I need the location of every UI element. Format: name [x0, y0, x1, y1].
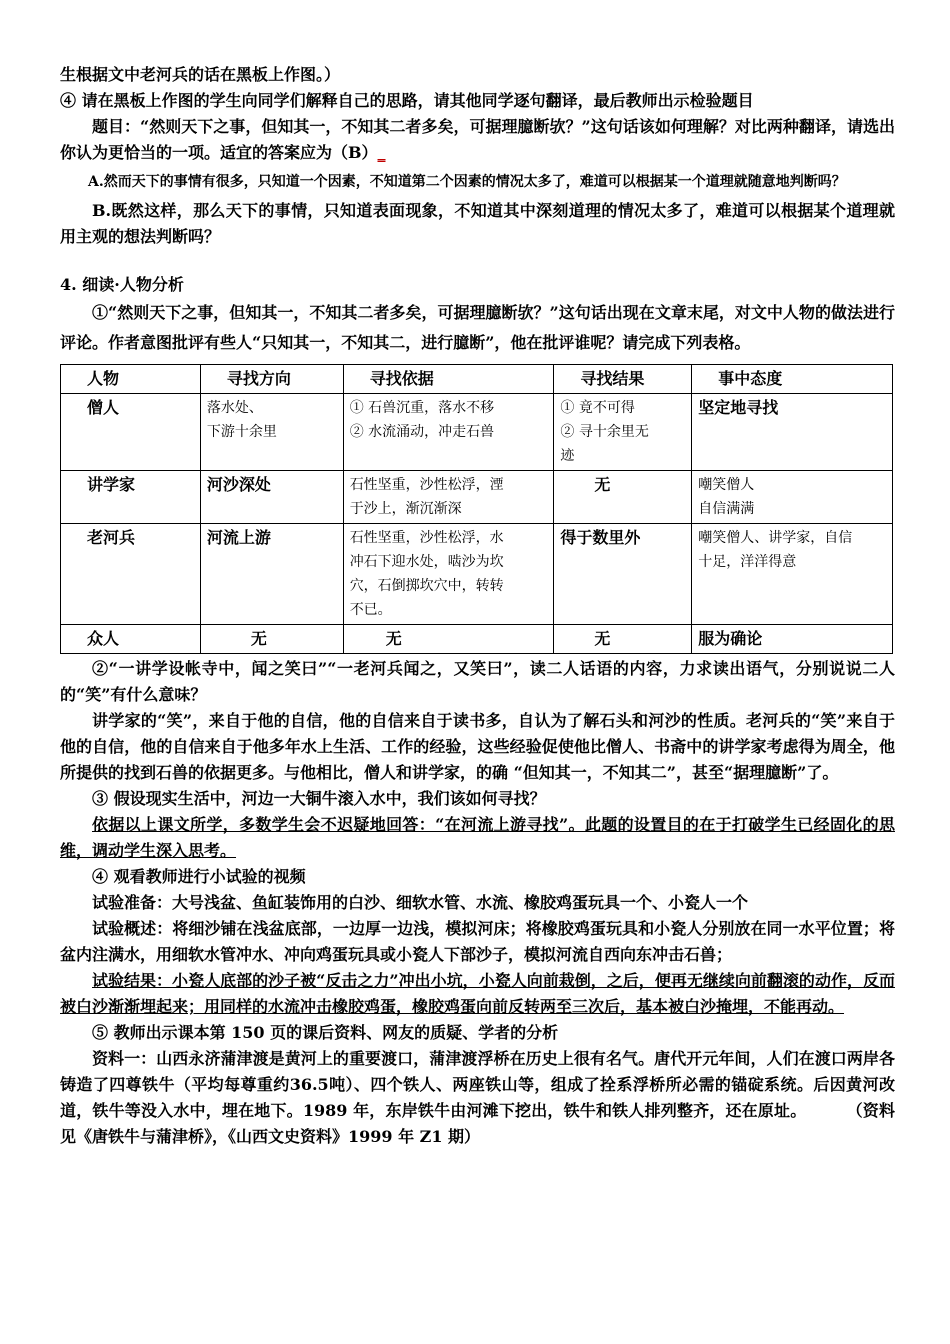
- table-header: 寻找依据: [343, 365, 554, 394]
- table-cell-basis: [343, 471, 554, 524]
- question-text: 题目：“然则天下之事，但知其一，不知其二者多矣，可据理臆断欤？”这句话该如何理解？对比两种翻译，请选出你认为更恰当的一项。适宜的答案应为（B）: [60, 117, 895, 162]
- cell-line: 石性坚重，沙性松浮，湮: [349, 477, 504, 493]
- option-a: A.然而天下的事情有很多，只知道一个因素，不知道第二个因素的情况太多了，难道可以根据某一个道理就随意地判断吗？: [88, 174, 846, 190]
- table-cell-person: 僧人: [61, 394, 201, 471]
- table-header: 寻找方向: [200, 365, 343, 394]
- table-cell-attitude: [692, 625, 893, 654]
- experiment-preparation: 试验准备：大号浅盆、鱼缸装饰用的白沙、细软水管、水流、橡胶鸡蛋玩具一个、小瓷人一个: [92, 893, 749, 912]
- cell-line: 石性坚重，沙性松浮，水: [349, 530, 504, 546]
- option-b: B.既然这样，那么天下的事情，只知道表面现象，不知道其中深刻道理的情况太多了，难道可以根据某个道理就用主观的想法判断吗？: [60, 201, 895, 246]
- table-row: [61, 471, 893, 524]
- cell-line: 嘲笑僧人、讲学家，自信: [698, 530, 853, 546]
- table-cell-result: [554, 524, 692, 625]
- answer-2: 讲学家的“笑”，来自于他的自信，他的自信来自于读书多，自认为了解石头和河沙的性质。老河兵的“笑”来自于他的自信，他的自信来自于他多年水上生活、工作的经验，这些经验促使他比僧人、书斋中的讲学家考虑得为周全，他所提供的找到石兽的依据更多。与他相比，僧人和讲学家，的确 “但知其一，不知其二”，甚至“据理臆断”了。: [60, 711, 895, 782]
- question-3: ③ 假设现实生活中，河边一大铜牛滚入水中，我们该如何寻找？: [92, 789, 546, 808]
- paragraph-question: [60, 114, 895, 166]
- material-1: [60, 1046, 895, 1150]
- table-header: 人物: [61, 365, 201, 394]
- experiment-result: 试验结果：小瓷人底部的沙子被“反击之力”冲出小坑，小瓷人向前栽倒，之后，便再无继续向前翻滚的动作，反而被白沙渐渐埋起来；用同样的水流冲击橡胶鸡蛋，橡胶鸡蛋向前反转两至三次后，基本被白沙掩埋，不能再动。: [60, 971, 895, 1016]
- cell-line: 于沙上，渐沉渐深: [349, 501, 462, 517]
- table-cell-direction: [200, 524, 343, 625]
- table-cell-attitude: [692, 394, 893, 471]
- table-row: [61, 394, 893, 471]
- question-4: ④ 观看教师进行小试验的视频: [92, 867, 306, 886]
- document-page: [60, 62, 895, 1150]
- answer-3: 依据以上课文所学，多数学生会不迟疑地回答：“在河流上游寻找”。此题的设置目的在于打破学生已经固化的思维，调动学生深入思考。: [60, 815, 895, 860]
- table-cell-direction: [200, 625, 343, 654]
- material-text: 资料一：山西永济蒲津渡是黄河上的重要渡口，蒲津渡浮桥在历史上很有名气。唐代开元年间，人们在渡口两岸各铸造了四尊铁牛（平均每尊重约36.5吨）、四个铁人、两座铁山等，组成了拴系浮桥所必需的锚碇系统。后因黄河改道，铁牛等没入水中，埋在地下。1989 年，东岸铁牛由河滩下挖出，铁牛和铁人排列整齐，还在原址。: [60, 1049, 895, 1120]
- cell-line: ① 石兽沉重，落水不移: [349, 400, 495, 416]
- paragraph-line-1: 生根据文中老河兵的话在黑板上作图。）: [60, 65, 341, 84]
- table-cell-direction: [200, 394, 343, 471]
- character-table: [60, 364, 893, 654]
- table-cell-person: 讲学家: [61, 471, 201, 524]
- cell-line: 落水处、: [206, 400, 263, 416]
- cell-line: 无: [594, 629, 611, 648]
- cell-line: 得于数里外: [560, 528, 641, 547]
- table-cell-result: [554, 394, 692, 471]
- cell-line: 无: [250, 629, 267, 648]
- table-row: [61, 524, 893, 625]
- table-cell-result: [554, 471, 692, 524]
- cell-line: ① 竟不可得: [560, 400, 635, 416]
- table-row: [61, 625, 893, 654]
- table-cell-basis: [343, 524, 554, 625]
- paragraph-step-4: ④ 请在黑板上作图的学生向同学们解释自己的思路，请其他同学逐句翻译，最后教师出示检验题目: [60, 91, 754, 110]
- section-4-heading: 4. 细读·人物分析: [60, 275, 184, 294]
- answer-mark: _: [377, 143, 386, 162]
- cell-line: 下游十余里: [206, 424, 277, 440]
- cell-line: ② 寻十余里无: [560, 424, 649, 440]
- table-cell-attitude: [692, 471, 893, 524]
- question-1: ①“然则天下之事，但知其一，不知其二者多矣，可据理臆断欤？”这句话出现在文章末尾，对文中人物的做法进行评论。作者意图批评有些人“只知其一，不知其二，进行臆断”，他在批评谁呢？请完成下列表格。: [60, 303, 895, 352]
- cell-line: 穴，石倒掷坎穴中，转转: [349, 578, 504, 594]
- question-5: ⑤ 教师出示课本第 150 页的课后资料、网友的质疑、学者的分析: [92, 1023, 559, 1042]
- table-header-row: [61, 365, 893, 394]
- table-header: 寻找结果: [554, 365, 692, 394]
- table-cell-direction: [200, 471, 343, 524]
- cell-line: 无: [385, 629, 402, 648]
- cell-line: 嘲笑僧人: [698, 477, 755, 493]
- cell-line: 无: [594, 475, 611, 494]
- cell-line: 自信满满: [698, 501, 755, 517]
- table-cell-basis: [343, 394, 554, 471]
- cell-line: 十足，洋洋得意: [698, 554, 797, 570]
- cell-line: 不已。: [349, 602, 392, 618]
- table-cell-result: [554, 625, 692, 654]
- cell-line: 服为确论: [698, 629, 763, 648]
- table-cell-person: 众人: [61, 625, 201, 654]
- cell-line: 迹: [560, 448, 575, 464]
- experiment-summary: 试验概述：将细沙铺在浅盆底部，一边厚一边浅，模拟河床；将橡胶鸡蛋玩具和小瓷人分别放在同一水平位置；将盆内注满水，用细软水管冲水、冲向鸡蛋玩具或小瓷人下部沙子，模拟河流自西向东冲击石兽；: [60, 919, 895, 964]
- table-cell-attitude: [692, 524, 893, 625]
- cell-line: 河流上游: [206, 528, 271, 547]
- cell-line: 河沙深处: [206, 475, 271, 494]
- table-cell-person: 老河兵: [61, 524, 201, 625]
- cell-line: 冲石下迎水处，啮沙为坎: [349, 554, 504, 570]
- cell-line: 坚定地寻找: [698, 398, 779, 417]
- table-cell-basis: [343, 625, 554, 654]
- material-source: （资料见《唐铁牛与蒲津桥》，《山西文史资料》1999 年 Z1 期）: [60, 1101, 895, 1146]
- question-2: ②“一讲学设帐寺中，闻之笑曰”“一老河兵闻之，又笑曰”，读二人话语的内容，力求读出语气，分别说说二人的“笑”有什么意味？: [60, 659, 895, 704]
- cell-line: ② 水流涌动，冲走石兽: [349, 424, 495, 440]
- table-header: 事中态度: [692, 365, 893, 394]
